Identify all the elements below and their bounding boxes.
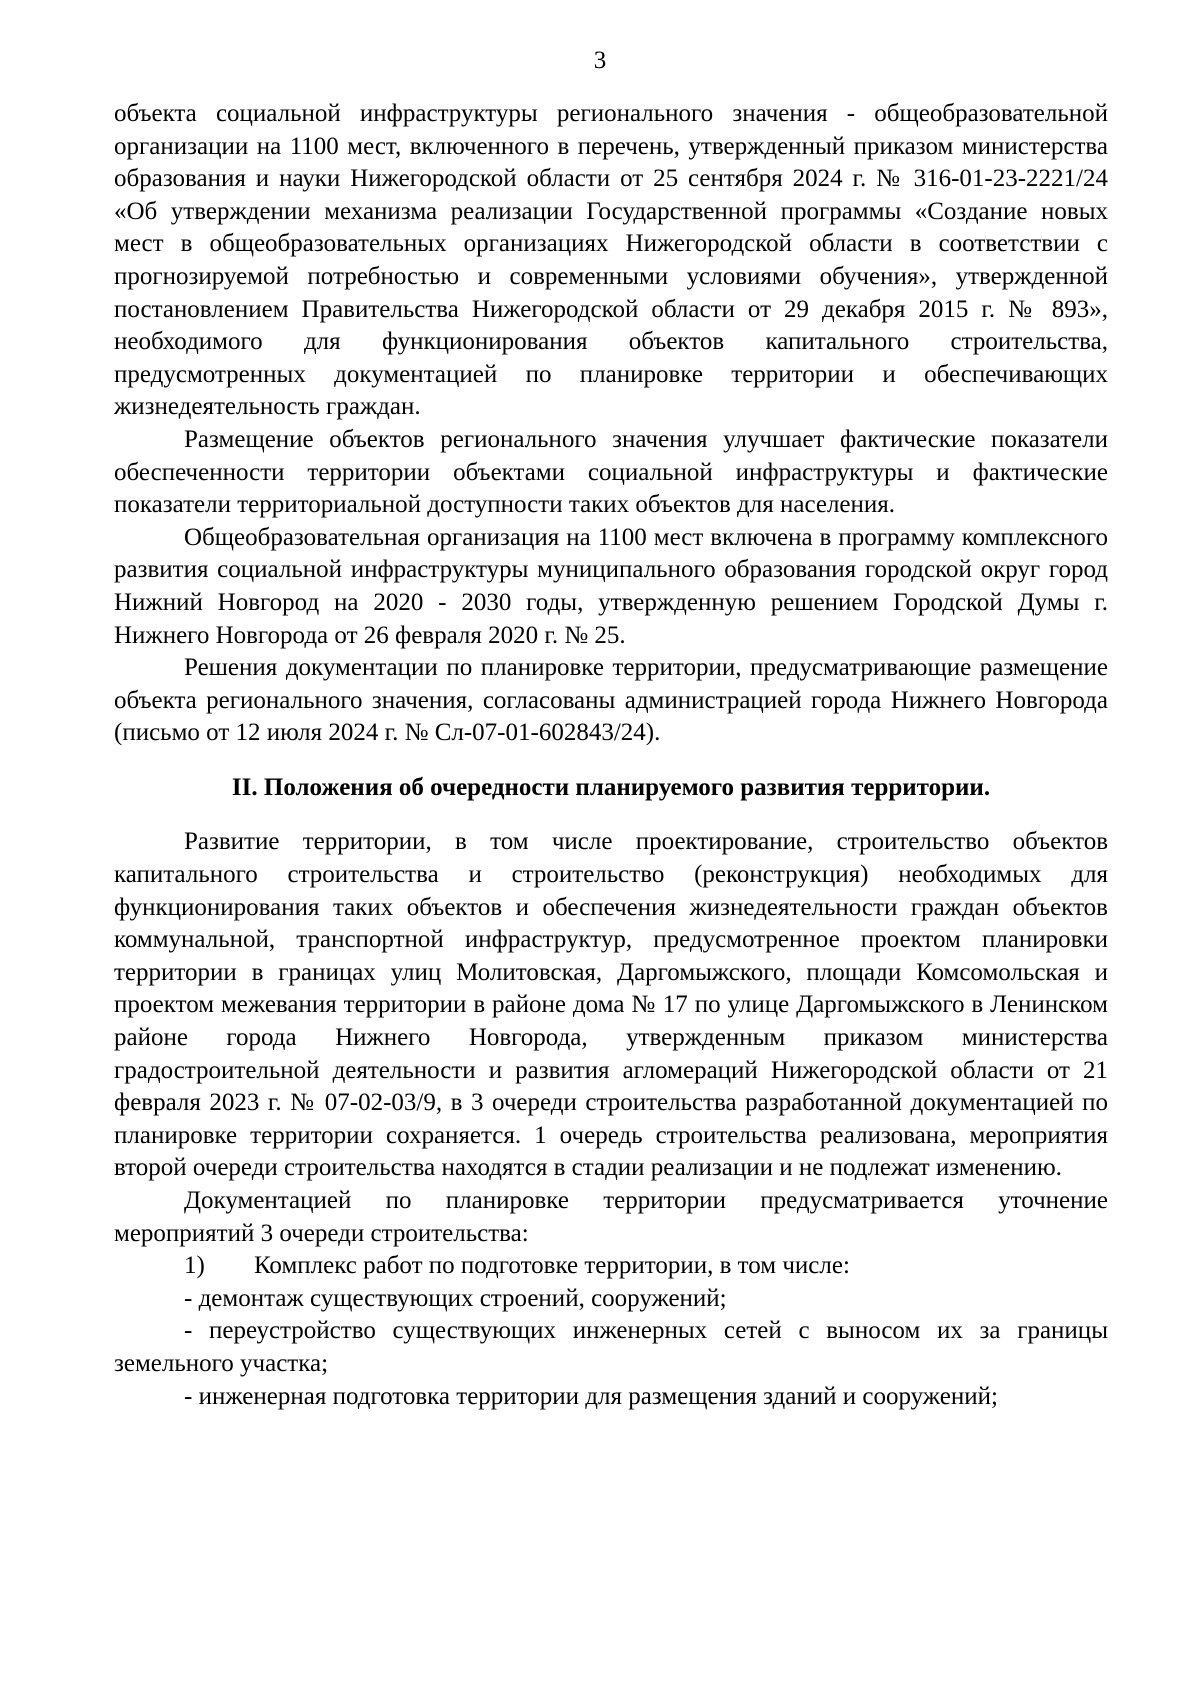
paragraph-approval: Решения документации по планировке территории, предусматривающие размещение объекта регионального значения, согласованы администрацией города Нижнего Новгорода (письмо от 12 июля 2024 г. № Сл-07-01-602843/24). xyxy=(114,654,1108,747)
list-item-text: Комплекс работ по подготовке территории, в том числе: xyxy=(254,1252,850,1280)
page-number: 3 xyxy=(593,47,607,74)
paragraph-continuation: объекта социальной инфраструктуры регионального значения - общеобразовательной организации на 1100 мест, включенного в перечень, утвержденный приказом министерства образования и науки Нижегородской области от 25 сентября 2024 г. № 316-01-23-2221/24 «Об утверждении механизма реализации Государственной программы «Создание новых мест в общеобразовательных организациях Нижегородской области в соответствии с прогнозируемой потребностью и современными условиями обучения», утвержденной постановлением Правительства Нижегородской области от 29 декабря 2015 г. № 893», необходимого для функционирования объектов капитального строительства, предусмотренных документацией по планировке территории и обеспечивающих жизнедеятельность граждан. xyxy=(114,100,1108,421)
list-item-number: 1) xyxy=(184,1252,205,1280)
sub-item-demolition: - демонтаж существующих строений, сооружений; xyxy=(184,1284,727,1312)
list-item xyxy=(114,1250,1108,1283)
section-heading: II. Положения об очередности планируемого развития территории. xyxy=(231,773,991,801)
paragraph-third-stage: Документацией по планировке территории предусматривается уточнение мероприятий 3 очереди строительства: xyxy=(114,1187,1108,1247)
paragraph-development: Развитие территории, в том числе проектирование, строительство объектов капитального строительства и строительство (реконструкция) необходимых для функционирования таких объектов и обеспечения жизнедеятельности граждан объектов коммунальной, транспортной инфраструктур, предусмотренное проектом планировки территории в границах улиц Молитовская, Даргомыжского, площади Комсомольская и проектом межевания территории в районе дома № 17 по улице Даргомыжского в Ленинском районе города Нижнего Новгорода, утвержденным приказом министерства градостроительной деятельности и развития агломераций Нижегородской области от 21 февраля 2023 г. № 07-02-03/9, в 3 очереди строительства разработанной документацией по планировке территории сохраняется. 1 очередь строительства реализована, мероприятия второй очереди строительства находятся в стадии реализации и не подлежат изменению. xyxy=(114,828,1108,1182)
sub-item-networks: - переустройство существующих инженерных сетей с выносом их за границы земельного участка; xyxy=(114,1317,1108,1377)
sub-item-engineering: - инженерная подготовка территории для размещения зданий и сооружений; xyxy=(184,1382,998,1410)
paragraph-school-program: Общеобразовательная организация на 1100 мест включена в программу комплексного развития социальной инфраструктуры муниципального образования городской округ город Нижний Новгород на 2020 - 2030 годы, утвержденную решением Городской Думы г. Нижнего Новгорода от 26 февраля 2020 г. № 25. xyxy=(114,523,1108,649)
paragraph-regional-objects: Размещение объектов регионального значения улучшает фактические показатели обеспеченности территории объектами социальной инфраструктуры и фактические показатели территориальной доступности таких объектов для населения. xyxy=(114,425,1108,519)
document-body xyxy=(114,98,1108,1413)
